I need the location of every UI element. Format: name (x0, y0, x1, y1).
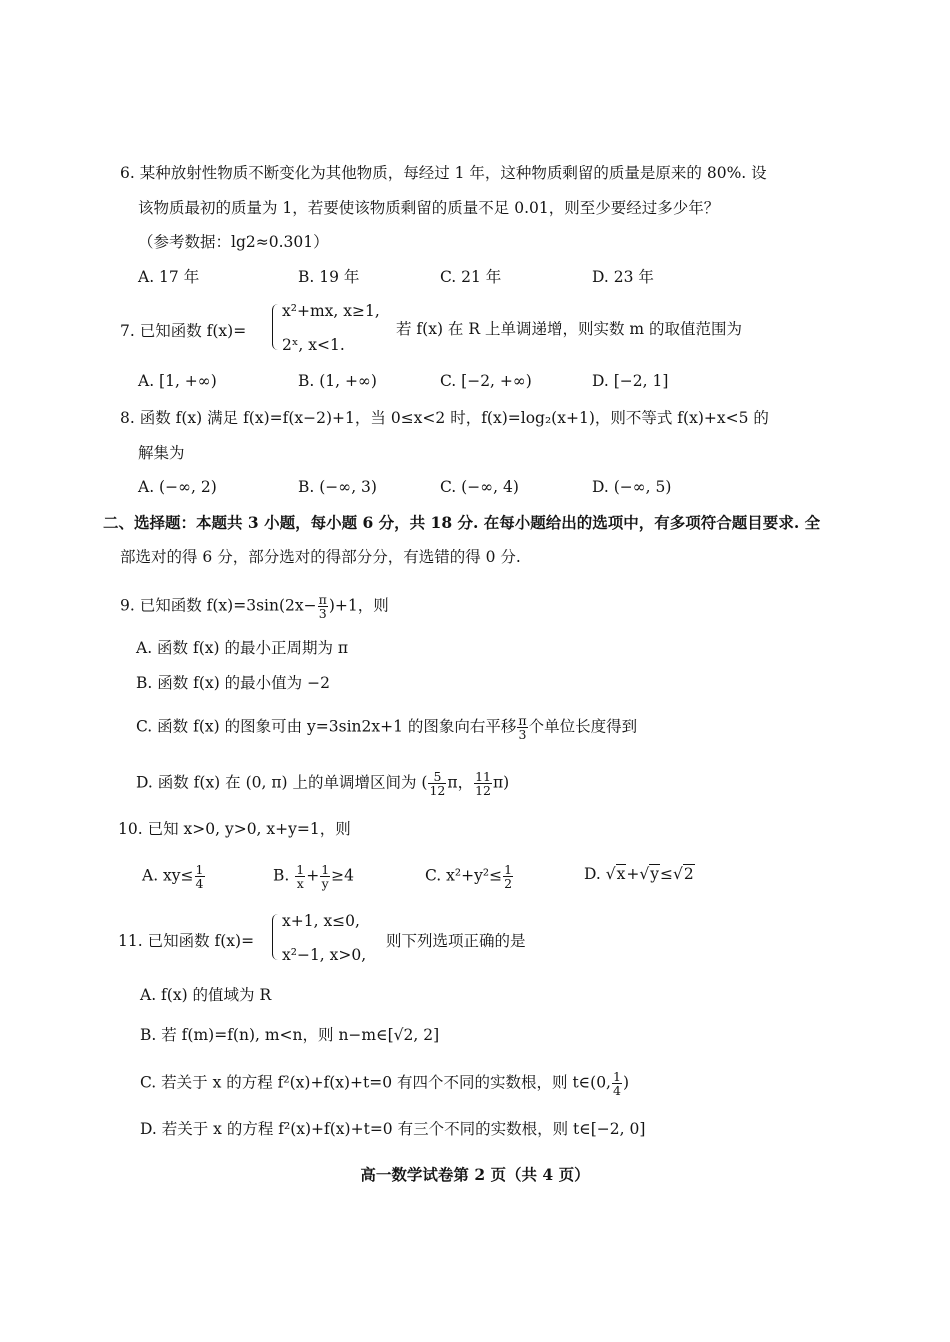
q10-d-sqrt-2: 2 (683, 865, 694, 883)
q10-option-a (142, 863, 206, 890)
q10-option-d (584, 863, 695, 885)
q9-option-d-mid: π， (447, 773, 474, 792)
q9-option-d-fraction-2 (474, 770, 492, 797)
q10-option-c (425, 863, 514, 890)
q10-a-num: 1 (195, 862, 204, 877)
q10-b-fraction-1 (295, 863, 305, 890)
q10-d-sqrt-x: x (616, 865, 626, 883)
q10-b-tail: ≥4 (331, 866, 355, 885)
q11-option-c-den: 4 (613, 1083, 621, 1098)
q7-option-d: D. [−2, 1] (592, 372, 669, 390)
q7-case-1: x²+mx, x≥1, (282, 302, 380, 320)
section2-line1: 二、选择题：本题共 3 小题，每小题 6 分，共 18 分. 在每小题给出的选项中，有多项符合题目要求. 全 (103, 513, 821, 532)
q10-c-fraction (503, 863, 513, 890)
q8-option-d: D. (−∞, 5) (592, 478, 672, 496)
q11-suffix: 则下列选项正确的是 (386, 932, 526, 950)
q9-option-c-den: 3 (518, 727, 527, 742)
q10-b-num-1: 1 (296, 862, 305, 877)
q11-option-d: D. 若关于 x 的方程 f²(x)+f(x)+t=0 有三个不同的实数根，则 t∈[−2, 0] (140, 1120, 646, 1138)
q10-c-num: 1 (504, 862, 513, 877)
q9-option-c (136, 714, 637, 741)
q9-option-d-num-2: 11 (475, 769, 491, 784)
q6-option-c: C. 21 年 (440, 268, 502, 286)
q11-option-a: A. f(x) 的值域为 R (140, 986, 272, 1004)
q9-frac-den: 3 (318, 606, 327, 621)
q9-option-a: A. 函数 f(x) 的最小正周期为 π (136, 639, 349, 657)
q10-c-text: C. x²+y²≤ (425, 866, 503, 885)
q10-d-tail: ≤√ (660, 865, 683, 883)
q9-stem-b: )+1，则 (328, 596, 389, 615)
q7-option-b: B. (1, +∞) (298, 372, 377, 390)
q11-option-c (140, 1070, 629, 1097)
q8-option-c: C. (−∞, 4) (440, 478, 519, 496)
q10-option-b (273, 863, 354, 890)
q10-a-fraction (195, 863, 205, 890)
q6-option-d: D. 23 年 (592, 268, 654, 286)
q10-b-text: B. (273, 866, 295, 885)
q9-option-b: B. 函数 f(x) 的最小值为 −2 (136, 674, 330, 692)
q6-option-a: A. 17 年 (138, 268, 200, 286)
q9-stem-a: 9. 已知函数 f(x)=3sin(2x− (120, 596, 317, 615)
q10-stem: 10. 已知 x>0, y>0, x+y=1，则 (118, 820, 351, 838)
q9-option-d-den-2: 12 (475, 783, 491, 798)
q9-option-d-b: π) (492, 773, 510, 792)
q7-option-c: C. [−2, +∞) (440, 372, 532, 390)
q8-line1: 8. 函数 f(x) 满足 f(x)=f(x−2)+1，当 0≤x<2 时，f(x)=log₂(x+1)，则不等式 f(x)+x<5 的 (120, 409, 769, 427)
q9-option-d-a: D. 函数 f(x) 在 (0, π) 上的单调增区间为 ( (136, 773, 428, 792)
q8-option-a: A. (−∞, 2) (138, 478, 217, 496)
q9-option-d-den-1: 12 (429, 783, 446, 798)
q11-option-c-fraction (612, 1070, 622, 1097)
q9-fraction (318, 593, 328, 620)
q9-option-c-fraction (517, 714, 527, 741)
q7-suffix: 若 f(x) 在 R 上单调递增，则实数 m 的取值范围为 (396, 320, 743, 338)
q10-a-den: 4 (195, 876, 204, 891)
q9-stem (120, 593, 389, 620)
q7-brace (272, 304, 281, 350)
q9-frac-num: π (318, 592, 327, 607)
q9-option-c-num: π (518, 713, 527, 728)
q11-prefix: 11. 已知函数 f(x)= (118, 932, 255, 950)
q9-option-d (136, 770, 509, 797)
q7-option-a: A. [1, +∞) (138, 372, 217, 390)
q11-option-c-b: ) (622, 1073, 630, 1092)
q8-line2: 解集为 (138, 444, 185, 462)
q10-b-plus: + (306, 866, 320, 885)
q9-option-d-num-1: 5 (428, 770, 446, 784)
q10-b-den-2: y (321, 876, 329, 891)
q8-option-b: B. (−∞, 3) (298, 478, 377, 496)
q9-option-c-a: C. 函数 f(x) 的图象可由 y=3sin2x+1 的图象向右平移 (136, 717, 517, 736)
q7-piecewise (272, 304, 392, 354)
q9-option-c-b: 个单位长度得到 (528, 717, 638, 736)
q10-a-text: A. xy≤ (142, 866, 194, 885)
section2-line2: 部选对的得 6 分，部分选对的得部分分，有选错的得 0 分. (120, 548, 521, 566)
q6-option-b: B. 19 年 (298, 268, 360, 286)
q10-d-text: D. √ (584, 865, 616, 883)
q10-d-sqrt-y: y (650, 865, 659, 883)
q11-case-1: x+1, x≤0, (282, 912, 360, 930)
q9-option-d-fraction-1 (428, 770, 446, 797)
q7-prefix: 7. 已知函数 f(x)= (120, 322, 247, 340)
q10-b-den-1: x (296, 876, 304, 891)
q6-line1: 6. 某种放射性物质不断变化为其他物质，每经过 1 年，这种物质剩留的质量是原来的 80%. 设 (120, 164, 767, 182)
q11-brace (272, 914, 281, 960)
q11-option-b: B. 若 f(m)=f(n), m<n，则 n−m∈[√2, 2] (140, 1026, 440, 1044)
q6-line3: （参考数据：lg2≈0.301） (138, 233, 329, 251)
q7-case-2: 2ˣ, x<1. (282, 336, 345, 354)
page-footer: 高一数学试卷第 2 页（共 4 页） (360, 1165, 590, 1184)
q11-case-2: x²−1, x>0, (282, 946, 367, 964)
q11-option-c-a: C. 若关于 x 的方程 f²(x)+f(x)+t=0 有四个不同的实数根，则 t∈(0, (140, 1073, 611, 1092)
q10-b-fraction-2 (320, 863, 330, 890)
q10-b-num-2: 1 (321, 862, 330, 877)
q11-piecewise (272, 914, 392, 964)
q6-line2: 该物质最初的质量为 1，若要使该物质剩留的质量不足 0.01，则至少要经过多少年？ (138, 199, 720, 217)
q11-option-c-num: 1 (613, 1069, 621, 1084)
q10-d-mid: +√ (626, 865, 650, 883)
q10-c-den: 2 (504, 876, 513, 891)
